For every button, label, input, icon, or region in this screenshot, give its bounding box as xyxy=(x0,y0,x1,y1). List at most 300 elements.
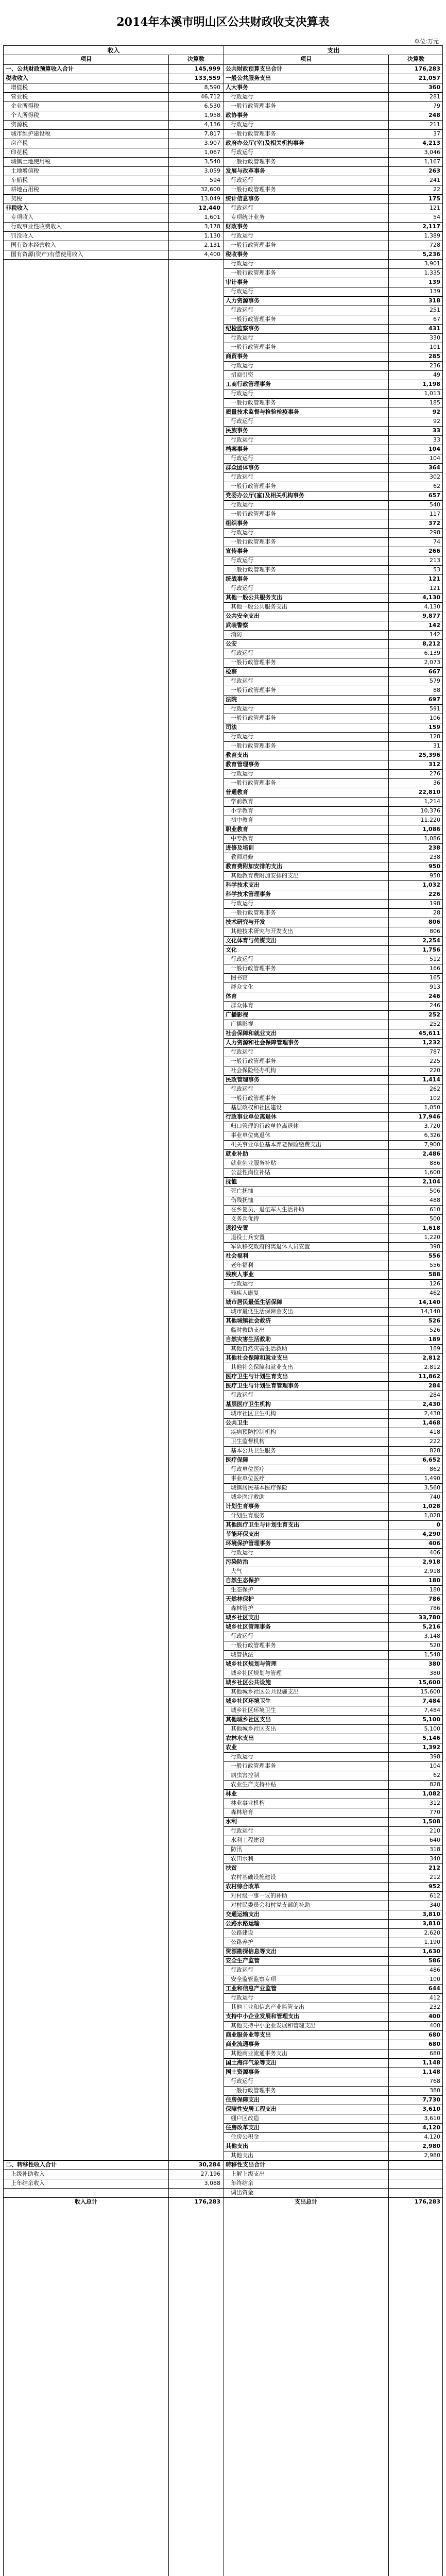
expense-row-label: 公安 xyxy=(226,640,237,647)
expense-row-value: 640 xyxy=(430,1837,440,1843)
expense-row-label: 体育 xyxy=(226,993,237,999)
expense-row-value: 92 xyxy=(432,409,440,415)
expense-row-label: 行政运行 xyxy=(231,390,253,397)
grid-line xyxy=(224,2030,442,2031)
expense-row-value: 586 xyxy=(428,1957,440,1964)
expense-row-value: 2,104 xyxy=(422,1178,440,1185)
expense-row-value: 588 xyxy=(428,1271,440,1278)
expense-row-value: 380 xyxy=(430,1670,440,1676)
expense-row-value: 862 xyxy=(430,1466,440,1472)
expense-row-label: 其他教育费附加安排的支出 xyxy=(231,872,299,879)
grid-line xyxy=(224,871,442,872)
income-row-label: 契税 xyxy=(11,195,22,202)
grid-line xyxy=(224,2058,442,2059)
expense-row-label: 死亡抚恤 xyxy=(231,1188,253,1194)
expense-row-label: 行政运行 xyxy=(231,770,253,777)
expense-row-value: 246 xyxy=(428,993,440,999)
expense-row-label: 一般行政管理事务 xyxy=(231,316,276,323)
expense-row-label: 技术研究与开发 xyxy=(226,919,265,925)
expense-group-header: 支出 xyxy=(327,47,340,54)
expense-row-label: 其他城乡社区支出 xyxy=(226,1716,271,1723)
expense-row-label: 林业 xyxy=(226,1790,237,1797)
expense-row-value: 697 xyxy=(428,696,440,703)
expense-row-value: 950 xyxy=(428,863,440,870)
grid-line xyxy=(224,1140,442,1141)
expense-row-label: 行政运行 xyxy=(231,650,253,656)
expense-row-value: 22,810 xyxy=(418,789,440,795)
expense-row-label: 病虫害控制 xyxy=(231,1772,259,1778)
expense-row-value: 106 xyxy=(430,715,440,721)
expense-amount-header: 决算数 xyxy=(407,56,424,62)
expense-row-label: 其他自然灾害生活救助 xyxy=(231,1345,287,1352)
expense-row-value: 79 xyxy=(433,103,440,109)
grid-line xyxy=(4,259,224,260)
grid-line xyxy=(224,973,442,974)
expense-row-label: 中专教育 xyxy=(231,835,253,842)
expense-row-value: 45,611 xyxy=(418,1030,440,1037)
grid-line xyxy=(4,92,224,93)
expense-row-label: 住房改革支出 xyxy=(226,2124,260,2131)
expense-row-label: 政府办公厅(室)及相关机构事务 xyxy=(226,140,305,146)
grid-line xyxy=(224,574,442,575)
expense-row-value: 4,130 xyxy=(422,594,440,601)
expense-row-label: 一般行政管理事务 xyxy=(231,909,276,916)
expense-row-value: 189 xyxy=(430,1345,440,1352)
expense-transfer-label: 上解上级支出 xyxy=(231,2171,265,2177)
budget-table xyxy=(3,45,443,2576)
expense-row-value: 210 xyxy=(430,1827,440,1834)
grid-line xyxy=(4,101,224,102)
expense-row-label: 行政运行 xyxy=(231,334,253,341)
expense-row-value: 74 xyxy=(433,538,440,545)
expense-row-value: 786 xyxy=(430,1605,440,1612)
expense-row-label: 伤残抚恤 xyxy=(231,1197,253,1204)
grid-line xyxy=(224,1687,442,1688)
income-row-value: 3,907 xyxy=(204,140,220,146)
expense-row-value: 680 xyxy=(428,2041,440,2047)
grid-line xyxy=(4,194,224,195)
expense-row-label: 一般行政管理事务 xyxy=(231,965,276,972)
expense-row-value: 412 xyxy=(430,1994,440,2001)
expense-row-value: 312 xyxy=(430,1800,440,1806)
expense-row-label: 一般行政管理事务 xyxy=(231,1762,276,1769)
expense-row-value: 1,630 xyxy=(422,1948,440,1955)
expense-row-label: 教育支出 xyxy=(226,752,248,758)
expense-row-value: 2,980 xyxy=(422,2143,440,2149)
grid-line xyxy=(224,528,442,529)
expense-row-label: 公路养护 xyxy=(231,1939,253,1945)
expense-row-value: 121 xyxy=(428,575,440,582)
expense-row-label: 行政运行 xyxy=(231,677,253,684)
expense-row-value: 100 xyxy=(430,1976,440,1982)
expense-row-label: 行政运行 xyxy=(231,418,253,425)
expense-row-label: 行政运行 xyxy=(231,473,253,480)
grid-line xyxy=(224,1316,442,1317)
expense-row-label: 残疾人事业 xyxy=(226,1271,254,1278)
income-row-value: 2,131 xyxy=(204,242,220,248)
expense-row-value: 372 xyxy=(428,520,440,527)
expense-row-label: 农业 xyxy=(226,1744,237,1751)
grid-line xyxy=(4,222,224,223)
expense-row-value: 139 xyxy=(430,288,440,295)
expense-row-value: 54 xyxy=(433,214,440,221)
expense-row-value: 4,130 xyxy=(424,603,440,610)
income-row-value: 1,601 xyxy=(204,214,220,221)
expense-row-value: 806 xyxy=(428,919,440,925)
income-row-value: 4,136 xyxy=(204,121,220,128)
grid-line xyxy=(224,166,442,167)
expense-row-value: 117 xyxy=(430,511,440,517)
expense-row-label: 一般行政管理事务 xyxy=(231,742,276,749)
expense-row-label: 其他支出 xyxy=(231,2152,253,2159)
expense-row-label: 一般行政管理事务 xyxy=(231,511,276,517)
grid-line xyxy=(224,1622,442,1623)
expense-row-label: 基本公共卫生服务 xyxy=(231,1447,276,1454)
expense-row-value: 1,028 xyxy=(424,1512,440,1519)
expense-row-label: 行政运行 xyxy=(231,362,253,369)
expense-row-label: 工商行政管理事务 xyxy=(226,381,271,387)
expense-row-value: 67 xyxy=(433,316,440,323)
expense-row-value: 252 xyxy=(430,1021,440,1027)
grid-line xyxy=(224,936,442,937)
expense-row-label: 临时救助支出 xyxy=(231,1327,265,1333)
expense-row-label: 社会保险经办机构 xyxy=(231,1067,276,1074)
expense-row-value: 302 xyxy=(430,473,440,480)
expense-row-value: 667 xyxy=(428,668,440,675)
expense-row-label: 其他一般公共服务支出 xyxy=(226,594,282,601)
grid-line xyxy=(4,231,224,232)
grid-line xyxy=(224,1112,442,1113)
expense-row-value: 340 xyxy=(430,1855,440,1862)
expense-row-value: 3,901 xyxy=(424,260,440,267)
expense-row-value: 400 xyxy=(430,2022,440,2029)
grid-line xyxy=(224,1993,442,1994)
expense-row-value: 1,335 xyxy=(424,269,440,276)
grid-line xyxy=(224,1780,442,1781)
expense-row-value: 284 xyxy=(428,1382,440,1389)
grid-line xyxy=(224,324,442,325)
expense-transfer-label: 年终结余 xyxy=(231,2180,253,2187)
expense-row-label: 国土资源事务 xyxy=(226,2069,260,2075)
expense-row-value: 33,780 xyxy=(418,1614,440,1621)
income-row-value: 46,712 xyxy=(200,93,220,100)
expense-row-value: 1,220 xyxy=(424,1234,440,1241)
grid-line xyxy=(224,565,442,566)
expense-row-value: 104 xyxy=(428,446,440,452)
income-row-label: 耕地占用税 xyxy=(11,186,39,193)
expense-row-value: 579 xyxy=(430,677,440,684)
expense-row-label: 棚户区改造 xyxy=(231,2115,259,2122)
expense-row-label: 广播影视 xyxy=(226,1011,248,1018)
grid-line xyxy=(224,1752,442,1753)
expense-row-label: 一般行政管理事务 xyxy=(231,687,276,693)
expense-row-label: 老年福利 xyxy=(231,1262,253,1268)
expense-row-label: 农业生产支持补贴 xyxy=(231,1781,276,1788)
expense-row-value: 4,120 xyxy=(424,2133,440,2140)
expense-row-value: 28 xyxy=(433,909,440,916)
grid-line xyxy=(224,1214,442,1215)
expense-row-label: 资源勘探信息等支出 xyxy=(226,1948,277,1955)
expense-row-label: 安全监管监察专项 xyxy=(231,1976,276,1982)
expense-row-label: 一般行政管理事务 xyxy=(231,483,276,489)
expense-row-value: 380 xyxy=(428,1660,440,1667)
expense-row-label: 行政运行 xyxy=(231,93,253,100)
grid-line xyxy=(224,1511,442,1512)
grid-line xyxy=(224,1891,442,1892)
grid-line xyxy=(224,732,442,733)
expense-row-value: 540 xyxy=(430,501,440,508)
grid-line xyxy=(224,2123,442,2124)
income-row-value: 594 xyxy=(210,177,220,183)
income-row-label: 营业税 xyxy=(11,93,28,100)
expense-row-value: 312 xyxy=(428,761,440,768)
expense-row-value: 2,812 xyxy=(424,1364,440,1370)
expense-row-value: 431 xyxy=(428,325,440,332)
grid-line xyxy=(224,1919,442,1920)
expense-row-label: 事业单位医疗 xyxy=(231,1475,265,1482)
grid-line xyxy=(224,769,442,770)
expense-row-label: 归口管理的行政单位离退休 xyxy=(231,1123,299,1129)
expense-row-label: 森林培育 xyxy=(231,1809,253,1816)
expense-row-label: 政协事务 xyxy=(226,112,248,118)
expense-row-label: 疾病预防控制机构 xyxy=(231,1429,276,1435)
grid-line xyxy=(224,398,442,399)
expense-row-label: 商业服务业等支出 xyxy=(226,2031,271,2038)
expense-row-value: 266 xyxy=(428,548,440,554)
expense-row-value: 6,326 xyxy=(424,1132,440,1139)
grid-line xyxy=(224,695,442,696)
expense-row-label: 一般行政管理事务 xyxy=(231,1058,276,1064)
expense-row-value: 121 xyxy=(430,585,440,591)
expense-row-value: 7,900 xyxy=(424,1141,440,1148)
expense-row-value: 2,980 xyxy=(424,2152,440,2159)
expense-row-value: 950 xyxy=(430,872,440,879)
expense-row-label: 广播影视 xyxy=(231,1021,253,1027)
expense-row-value: 680 xyxy=(430,2050,440,2057)
expense-row-value: 104 xyxy=(430,1762,440,1769)
expense-row-value: 380 xyxy=(430,2087,440,2094)
expense-row-value: 37 xyxy=(433,130,440,137)
expense-row-value: 185 xyxy=(430,399,440,406)
expense-row-label: 一般行政管理事务 xyxy=(231,186,276,193)
expense-row-value: 2,254 xyxy=(422,937,440,944)
expense-row-label: 机关事业单位基本养老保险缴费支出 xyxy=(231,1141,321,1148)
expense-row-label: 对村级一事一议的补助 xyxy=(231,1892,287,1899)
expense-total-value: 176,283 xyxy=(414,2198,440,2205)
grid-line xyxy=(224,1010,442,1011)
expense-row-value: 6,139 xyxy=(424,650,440,656)
expense-row-label: 森林管护 xyxy=(231,1605,253,1612)
expense-row-value: 828 xyxy=(430,1447,440,1454)
expense-row-label: 义务兵优待 xyxy=(231,1215,259,1222)
grid-line xyxy=(224,268,442,269)
expense-row-value: 1,600 xyxy=(424,1169,440,1176)
expense-row-label: 行政运行 xyxy=(231,177,253,183)
income-row-value: 6,530 xyxy=(204,103,220,109)
grid-line xyxy=(224,1307,442,1308)
grid-line xyxy=(224,1585,442,1586)
expense-row-value: 644 xyxy=(428,1985,440,1992)
grid-line xyxy=(224,2086,442,2087)
expense-row-label: 行政运行 xyxy=(231,205,253,211)
grid-line xyxy=(224,1557,442,1558)
income-row-label: 个人所得税 xyxy=(11,112,39,118)
expense-row-label: 行政运行 xyxy=(231,307,253,313)
expense-item-header: 项目 xyxy=(300,56,312,62)
expense-row-value: 1,214 xyxy=(424,798,440,805)
grid-line xyxy=(224,797,442,798)
expense-row-label: 公共安全支出 xyxy=(226,613,260,619)
grid-line xyxy=(224,1715,442,1716)
expense-row-label: 在乡复员、退伍军人生活补助 xyxy=(231,1206,304,1213)
expense-row-value: 36 xyxy=(433,779,440,786)
expense-row-label: 大气 xyxy=(231,1568,242,1574)
expense-row-value: 262 xyxy=(430,1086,440,1092)
grid-line xyxy=(224,1984,442,1985)
grid-line xyxy=(224,1854,442,1855)
income-row-value: 1,067 xyxy=(204,149,220,156)
grid-line xyxy=(224,741,442,742)
expense-row-value: 6,652 xyxy=(422,1456,440,1463)
expense-row-value: 728 xyxy=(430,242,440,248)
expense-row-value: 53 xyxy=(433,566,440,573)
expense-row-label: 公益性岗位补贴 xyxy=(231,1169,270,1176)
report-title: 2014年本溪市明山区公共财政收支决算表 xyxy=(116,15,330,29)
expense-row-value: 14,140 xyxy=(418,1299,440,1306)
expense-row-label: 宣传事务 xyxy=(226,548,248,554)
expense-row-value: 1,190 xyxy=(424,1939,440,1945)
expense-row-label: 对村民委员会和村党支部的补助 xyxy=(231,1902,310,1908)
expense-row-label: 行政运行 xyxy=(231,1753,253,1760)
grid-line xyxy=(224,1418,442,1419)
expense-row-label: 其他一般公共服务支出 xyxy=(231,603,287,610)
expense-row-value: 398 xyxy=(430,1243,440,1250)
expense-row-label: 生态保护 xyxy=(231,1586,253,1593)
income-row-label: 企业所得税 xyxy=(11,103,39,109)
grid-line xyxy=(224,834,442,835)
expense-row-value: 263 xyxy=(428,167,440,174)
expense-row-label: 文化 xyxy=(226,946,237,953)
expense-row-value: 7,484 xyxy=(424,1707,440,1714)
expense-row-value: 222 xyxy=(430,1438,440,1445)
expense-row-value: 1,232 xyxy=(422,1039,440,1046)
expense-row-label: 一般公共服务支出 xyxy=(226,75,271,81)
income-row-label: 国有资源(资产)有偿使用收入 xyxy=(11,251,83,258)
expense-row-value: 251 xyxy=(430,307,440,313)
expense-row-label: 一般行政管理事务 xyxy=(231,779,276,786)
income-row-label: 国有资本经营收入 xyxy=(11,242,56,248)
expense-row-label: 医疗保障 xyxy=(226,1456,248,1463)
grid-line xyxy=(224,1381,442,1382)
expense-row-label: 人大事务 xyxy=(226,84,248,91)
expense-row-value: 952 xyxy=(428,1883,440,1890)
expense-row-value: 2,918 xyxy=(422,1558,440,1565)
income-row-value: 32,600 xyxy=(200,186,220,193)
expense-row-label: 保障性安居工程支出 xyxy=(226,2106,277,2112)
expense-row-value: 4,213 xyxy=(422,140,440,146)
expense-row-value: 740 xyxy=(430,1494,440,1500)
expense-row-value: 1,508 xyxy=(422,1818,440,1825)
expense-row-label: 住房公积金 xyxy=(231,2133,259,2140)
expense-row-label: 公共卫生 xyxy=(226,1419,248,1426)
grid-line xyxy=(4,64,442,65)
grid-line xyxy=(224,1001,442,1002)
expense-row-label: 城乡社区支出 xyxy=(226,1614,260,1621)
expense-row-value: 2,812 xyxy=(422,1354,440,1361)
expense-row-label: 计划生育事务 xyxy=(226,1503,260,1510)
expense-row-value: 520 xyxy=(430,1642,440,1649)
expense-row-label: 一般行政管理事务 xyxy=(231,1642,276,1649)
expense-row-value: 1,032 xyxy=(422,882,440,888)
grid-line xyxy=(224,1038,442,1039)
grid-line xyxy=(224,537,442,538)
expense-row-label: 林业事业机构 xyxy=(231,1800,265,1806)
expense-row-label: 一般行政管理事务 xyxy=(231,130,276,137)
expense-row-value: 3,720 xyxy=(424,1123,440,1129)
grid-line xyxy=(224,2021,442,2022)
expense-row-label: 武装警察 xyxy=(226,622,248,629)
expense-row-label: 法院 xyxy=(226,696,237,703)
expense-row-value: 1,082 xyxy=(422,1790,440,1797)
expense-row-label: 其他医疗卫生与计划生育支出 xyxy=(226,1521,299,1528)
expense-row-value: 400 xyxy=(428,2013,440,2020)
grid-line xyxy=(224,231,442,232)
income-row-value: 145,999 xyxy=(194,65,220,72)
expense-row-label: 水利工程建设 xyxy=(231,1837,265,1843)
expense-row-value: 220 xyxy=(430,1067,440,1074)
expense-row-label: 其他社会保障和就业支出 xyxy=(231,1364,293,1370)
expense-row-label: 社会保障和就业支出 xyxy=(226,1030,277,1037)
expense-row-value: 21,057 xyxy=(418,75,440,81)
expense-row-value: 768 xyxy=(430,2078,440,2084)
expense-row-label: 卫生监督机构 xyxy=(231,1438,265,1445)
income-transfer-label: 二、转移性收入合计 xyxy=(6,2161,57,2168)
expense-row-value: 612 xyxy=(430,1892,440,1899)
expense-row-label: 行政运行 xyxy=(231,956,253,962)
expense-row-value: 1,167 xyxy=(424,158,440,165)
grid-line xyxy=(224,1047,442,1048)
expense-row-value: 506 xyxy=(430,1188,440,1194)
expense-row-value: 232 xyxy=(430,2004,440,2010)
expense-row-value: 14,140 xyxy=(420,1308,440,1315)
income-row-label: 车船税 xyxy=(11,177,28,183)
expense-row-label: 行政运行 xyxy=(231,455,253,462)
income-row-value: 7,817 xyxy=(204,130,220,137)
expense-row-value: 1,086 xyxy=(424,835,440,842)
expense-row-value: 22 xyxy=(433,186,440,193)
expense-row-label: 退役士兵安置 xyxy=(231,1234,265,1241)
expense-row-label: 其他城镇社会救济 xyxy=(226,1317,271,1324)
grid-line xyxy=(224,1455,442,1456)
expense-row-label: 教师进修 xyxy=(231,854,253,860)
grid-line xyxy=(224,1817,442,1818)
expense-row-value: 886 xyxy=(430,1160,440,1166)
expense-row-label: 计划生育服务 xyxy=(231,1512,265,1519)
grid-line xyxy=(224,843,442,844)
income-row-value: 13,049 xyxy=(200,195,220,202)
expense-row-value: 238 xyxy=(430,854,440,860)
expense-row-value: 556 xyxy=(430,1262,440,1268)
expense-row-value: 1,548 xyxy=(424,1651,440,1658)
expense-row-value: 1,013 xyxy=(424,390,440,397)
grid-line xyxy=(224,1353,442,1354)
grid-line xyxy=(224,1279,442,1280)
grid-line xyxy=(224,1242,442,1243)
expense-row-value: 246 xyxy=(430,1002,440,1009)
expense-row-value: 462 xyxy=(430,1290,440,1296)
expense-row-value: 418 xyxy=(430,1429,440,1435)
grid-line xyxy=(224,1103,442,1104)
